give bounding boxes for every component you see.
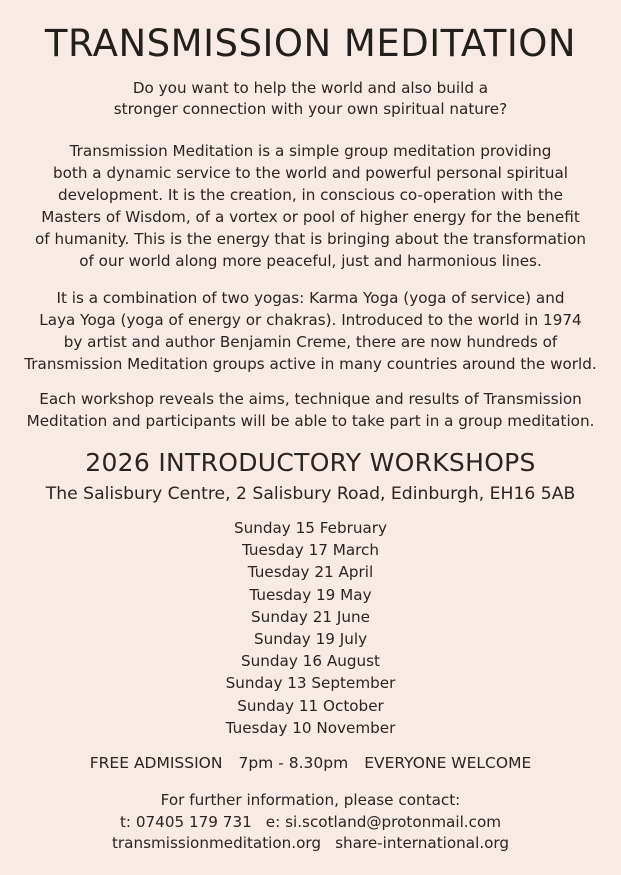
workshops-heading: 2026 INTRODUCTORY WORKSHOPS xyxy=(85,448,536,477)
paragraph-line: by artist and author Benjamin Creme, there are now hundreds of xyxy=(63,333,558,351)
everyone-welcome: EVERYONE WELCOME xyxy=(364,754,532,772)
page-title: TRANSMISSION MEDITATION xyxy=(44,22,577,65)
workshop-dates xyxy=(0,517,621,739)
intro-line: Do you want to help the world and also build a xyxy=(132,79,489,97)
date-item: Sunday 13 September xyxy=(225,674,396,693)
free-admission: FREE ADMISSION xyxy=(89,754,223,772)
date-item: Tuesday 19 May xyxy=(249,585,372,604)
date-item: Sunday 11 October xyxy=(237,696,384,715)
paragraph-line: both a dynamic service to the world and powerful personal spiritual xyxy=(52,164,569,182)
phone-number[interactable]: t: 07405 179 731 xyxy=(119,812,252,831)
paragraph-line: Each workshop reveals the aims, technique and results of Transmission xyxy=(39,390,582,408)
yoga-paragraph xyxy=(0,287,621,375)
venue-address: The Salisbury Centre, 2 Salisbury Road, Edinburgh, EH16 5AB xyxy=(45,484,576,504)
date-item: Sunday 19 July xyxy=(253,630,368,649)
website-link[interactable]: transmissionmeditation.org xyxy=(111,834,322,852)
workshop-paragraph xyxy=(0,388,621,432)
admission-line xyxy=(0,752,621,774)
date-item: Tuesday 17 March xyxy=(241,541,380,560)
contact-block xyxy=(0,790,621,855)
session-time: 7pm - 8.30pm xyxy=(238,754,349,772)
website-link[interactable]: share-international.org xyxy=(335,834,510,852)
paragraph-line: of our world along more peaceful, just and harmonious lines. xyxy=(79,252,542,270)
description-paragraph xyxy=(0,140,621,272)
paragraph-line: of humanity. This is the energy that is bringing about the transformation xyxy=(35,230,586,248)
contact-phone-email xyxy=(0,812,621,834)
date-item: Sunday 16 August xyxy=(241,652,380,671)
paragraph-line: Transmission Meditation groups active in many countries around the world. xyxy=(24,355,597,373)
contact-websites xyxy=(0,833,621,855)
paragraph-line: Laya Yoga (yoga of energy or chakras). Introduced to the world in 1974 xyxy=(39,311,582,329)
intro-question xyxy=(0,78,621,120)
date-item: Sunday 15 February xyxy=(233,519,388,537)
intro-line: stronger connection with your own spiritual nature? xyxy=(113,100,508,118)
paragraph-line: It is a combination of two yogas: Karma Yoga (yoga of service) and xyxy=(56,289,565,307)
paragraph-line: Meditation and participants will be able to take part in a group meditation. xyxy=(26,412,595,430)
paragraph-line: Transmission Meditation is a simple group meditation providing xyxy=(69,142,552,160)
date-item: Tuesday 10 November xyxy=(225,718,396,737)
contact-heading: For further information, please contact: xyxy=(160,791,461,809)
paragraph-line: Masters of Wisdom, of a vortex or pool of higher energy for the benefit xyxy=(41,208,580,226)
paragraph-line: development. It is the creation, in conscious co-operation with the xyxy=(58,186,563,204)
email-address[interactable]: e: si.scotland@protonmail.com xyxy=(265,812,502,831)
date-item: Sunday 21 June xyxy=(251,607,370,626)
date-item: Tuesday 21 April xyxy=(247,563,374,582)
